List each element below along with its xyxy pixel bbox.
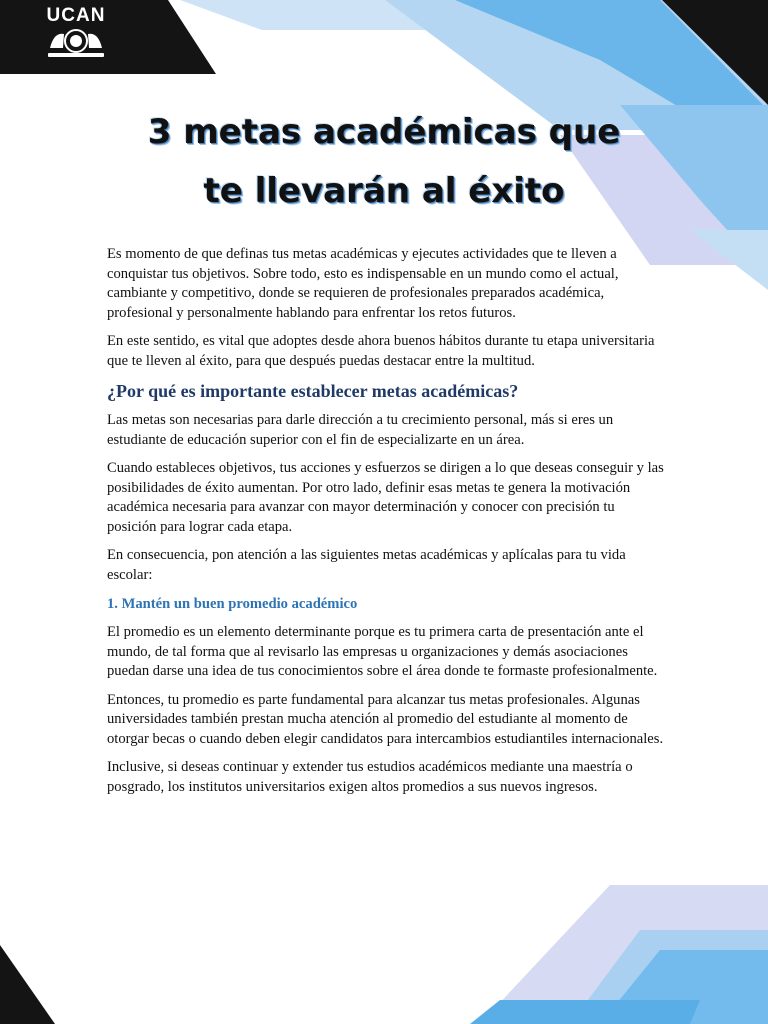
paragraph-intro: Es momento de que definas tus metas académicas y ejecutes actividades que te lleven a conquistar tus objetivos. Sobre todo, esto es indispensable en un mundo como el actual, cambiante y competitivo, donde se requieren de profesionales preparados académica, profesional y personalmente hablando para enfrentar los retos futuros. bbox=[107, 246, 619, 321]
paragraph-postgrad: Inclusive, si deseas continuar y extender tus estudios académicos mediante una maestría o posgrado, los institutos universitarios exigen altos promedios a sus nuevos ingresos. bbox=[107, 759, 633, 795]
article-body bbox=[107, 245, 667, 806]
paragraph-consequence: En consecuencia, pon atención a las siguientes metas académicas y aplícalas para tu vida escolar: bbox=[107, 547, 626, 583]
crest-icon bbox=[44, 26, 108, 60]
paragraph-goals-needed: Las metas son necesarias para darle dirección a tu crecimiento personal, más si eres un estudiante de educación superior con el fin de especializarte en un área. bbox=[107, 412, 614, 448]
title-line-1: 3 metas académicas que bbox=[147, 112, 621, 152]
ucan-logo bbox=[36, 6, 116, 64]
title-line-2: te llevarán al éxito bbox=[203, 171, 565, 211]
goal-heading-1: 1. Mantén un buen promedio académico bbox=[107, 596, 358, 612]
paragraph-average: El promedio es un elemento determinante porque es tu primera carta de presentación ante el mundo, de tal forma que al revisarlo las empresas u organizaciones y demás asociaciones puedan darse una idea de tus conocimientos sobre el área donde te formaste profesionalmente. bbox=[107, 624, 658, 679]
stripe-blue-bottom-left bbox=[470, 1000, 700, 1024]
page-title bbox=[0, 103, 768, 221]
logo-text: UCAN bbox=[46, 5, 106, 26]
paragraph-habits: En este sentido, es vital que adoptes desde ahora buenos hábitos durante tu etapa universitaria que te lleven al éxito, para que después puedas destacar entre la multitud. bbox=[107, 333, 655, 369]
corner-black-bottom-left bbox=[0, 945, 55, 1024]
paragraph-objectives: Cuando estableces objetivos, tus acciones y esfuerzos se dirigen a lo que deseas conseguir y las posibilidades de éxito aumentan. Por otro lado, definir esas metas te genera la motivación académica necesaria para avanzar con mayor determinación y conocer con precisión tu posición para lograr cada etapa. bbox=[107, 460, 664, 535]
paragraph-scholarships: Entonces, tu promedio es parte fundamental para alcanzar tus metas profesionales. Algunas universidades también prestan mucha atención al promedio del estudiante al momento de otorgar becas o cuando deben elegir candidatos para intercambios estudiantiles internacionales. bbox=[107, 691, 664, 747]
section-heading: ¿Por qué es importante establecer metas académicas? bbox=[107, 381, 519, 401]
